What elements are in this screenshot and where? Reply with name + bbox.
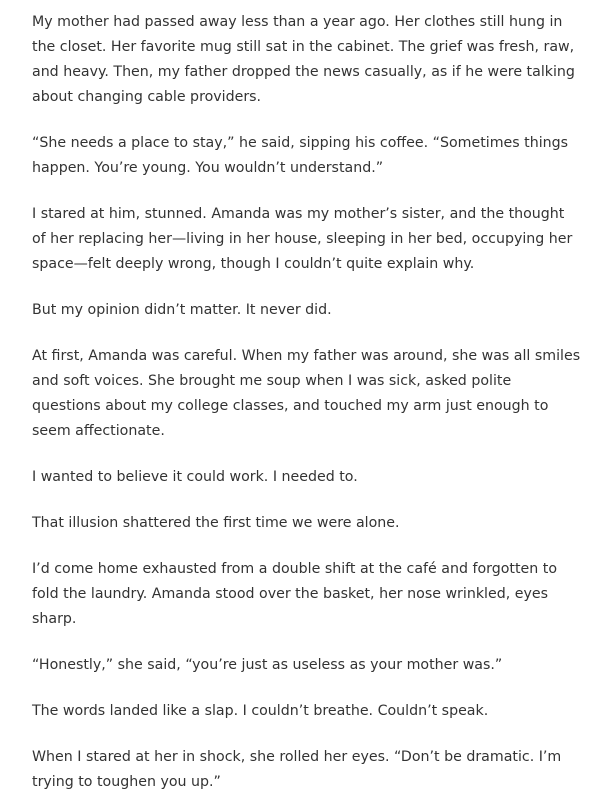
paragraph-10: The words landed like a slap. I couldn’t breathe. Couldn’t speak.: [32, 703, 489, 719]
paragraph-1: My mother had passed away less than a year ago. Her clothes still hung in the closet. Her favorite mug still sat in the cabinet. The grief was fresh, raw, and heavy. Then, my father dropped the news casually, as if he were talking about changing cable providers.: [32, 14, 575, 105]
paragraph-6: I wanted to believe it could work. I needed to.: [32, 469, 358, 485]
paragraph-2: “She needs a place to stay,” he said, sipping his coffee. “Sometimes things happen. You’re young. You wouldn’t understand.”: [32, 135, 569, 176]
article-body: [32, 10, 582, 795]
paragraph-8: I’d come home exhausted from a double shift at the café and forgotten to fold the laundry. Amanda stood over the basket, her nose wrinkled, eyes sharp.: [32, 561, 557, 627]
paragraph-7: That illusion shattered the first time we were alone.: [32, 515, 400, 531]
paragraph-4: But my opinion didn’t matter. It never did.: [32, 302, 332, 318]
paragraph-3: I stared at him, stunned. Amanda was my mother’s sister, and the thought of her replacing her—living in her house, sleeping in her bed, occupying her space—felt deeply wrong, though I couldn’t quite explain why.: [32, 206, 573, 272]
paragraph-11: When I stared at her in shock, she rolled her eyes. “Don’t be dramatic. I’m trying to toughen you up.”: [32, 749, 562, 790]
paragraph-9: “Honestly,” she said, “you’re just as useless as your mother was.”: [32, 657, 503, 673]
paragraph-5: At first, Amanda was careful. When my father was around, she was all smiles and soft voices. She brought me soup when I was sick, asked polite questions about my college classes, and touched my arm just enough to seem affectionate.: [32, 348, 581, 439]
